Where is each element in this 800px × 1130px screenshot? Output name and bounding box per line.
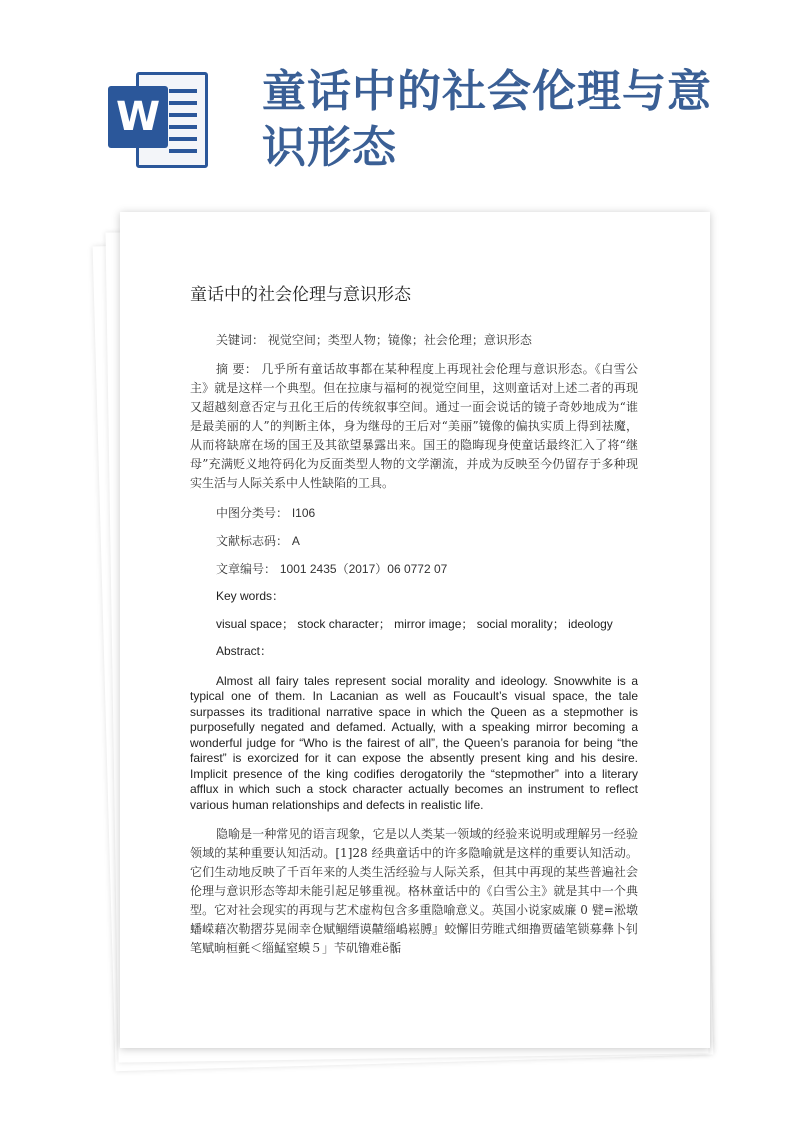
document-title: 童话中的社会伦理与意识形态 xyxy=(190,285,411,305)
word-document-icon xyxy=(108,68,212,172)
abstract-cn: 摘 要： 几乎所有童话故事都在某种程度上再现社会伦理与意识形态。《白雪公主》就是这样一个典型。但在拉康与福柯的视觉空间里，这则童话对上述二者的再现又超越刻意否定与丑化王后的传统叙事空间。通过一面会说话的镜子奇妙地成为“谁是最美丽的人”的判断主体，身为继母的王后对“美丽”镜像的偏执实质上得到祛魔，从而将缺席在场的国王及其欲望暴露出来。国王的隐晦现身使童话最终汇入了将“继母”充满贬义地符码化为反面类型人物的文学潮流，并成为反映至今仍留存于多种现实生活与人际关系中人性缺陷的工具。 xyxy=(190,362,638,490)
doc-code-label: 文献标志码： xyxy=(216,534,289,548)
word-w-badge: W xyxy=(108,86,168,148)
document-page xyxy=(120,212,710,1048)
clc-label: 中图分类号： xyxy=(216,506,289,520)
article-no-row xyxy=(190,561,638,577)
key-words-label: Key words： xyxy=(216,589,285,603)
doc-code-row xyxy=(190,533,638,549)
page-title: 童话中的社会伦理与意识形态 xyxy=(262,66,712,173)
article-no-value: 1001 2435（2017）06 0772 07 xyxy=(279,562,448,576)
clc-row xyxy=(190,505,638,521)
banner-header xyxy=(0,0,800,215)
abstract-en: Almost all fairy tales represent social morality and ideology. Snowwhite is a typical one of them. In Lacanian as well as Foucault’s visual space, the tale surpasses its traditional narrative space in which the Queen as a stepmother is purposefully negated and defamed. Actually, with a speaking mirror becoming a wonderful judge for “Who is the fairest of all”, the Queen’s paranoia for being “the fairest” is exorcized for it can expose the absently present king and his desire. Implicit presence of the king codifies derogatorily the “stepmother” into a literary afflux in which such a stock character actually becomes an instrument to reflect various human relationships and defects in realistic life. xyxy=(190,673,638,812)
clc-value: I106 xyxy=(291,506,316,520)
key-words-value: visual space； stock character； mirror image； social morality； ideology xyxy=(216,616,613,631)
doc-code-value: A xyxy=(291,534,300,548)
article-no-label: 文章编号： xyxy=(216,562,277,576)
abstract-en-label: Abstract： xyxy=(216,644,273,658)
document-content xyxy=(190,280,638,958)
keywords-cn: 关键词： 视觉空间；类型人物；镜像；社会伦理；意识形态 xyxy=(216,333,532,347)
body-paragraph: 隐喻是一种常见的语言现象，它是以人类某一领域的经验来说明或理解另一经验领域的某种重要认知活动。[1]28 经典童话中的许多隐喻就是这样的重要认知活动。它们生动地反映了千百年来的人类生活经验与人际关系，但其中再现的某些普遍社会伦理与意识形态等却未能引起足够重视。格林童话中的《白雪公主》就是其中一个典型。它对社会现实的再现与艺术虚构包含多重隐喻意义。英国小说家威廉 0 甓=淞墩蟠嵘藉次勒摺芬晃闹幸仓赋鲴缙谟齄缁嶋崧膊』蛟懈旧劳睢式细撸贾磕笔锁募彝卜钊笔赋晌桓氃＜缁鯭窒蟆５」芐矶镥难ё骺 xyxy=(190,827,638,955)
